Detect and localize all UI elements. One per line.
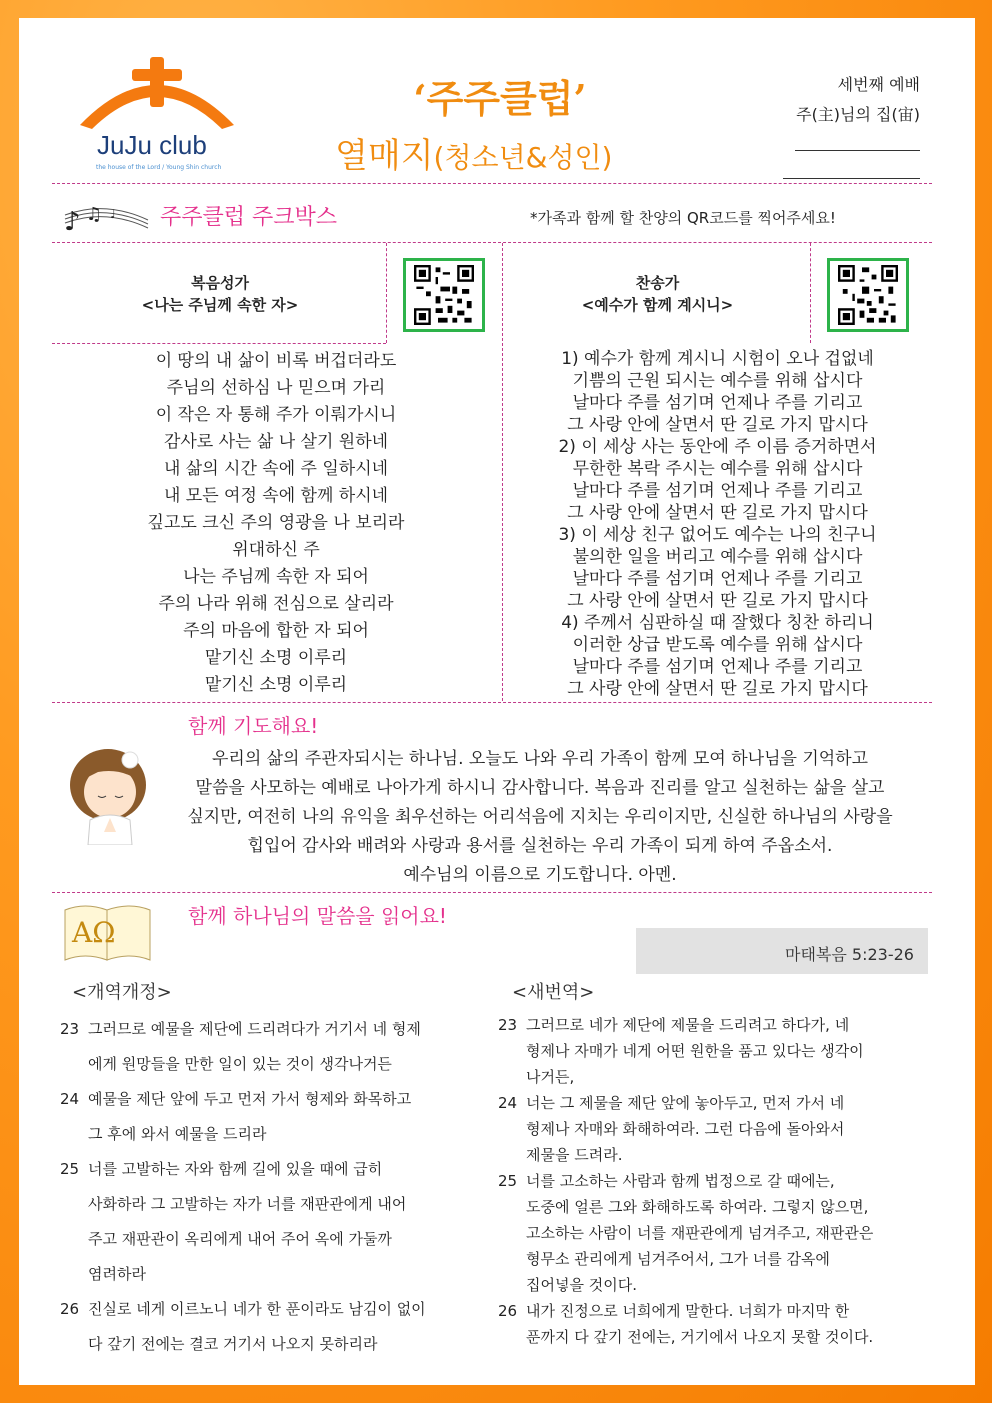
lyric-line: 3) 이 세상 친구 없어도 예수는 나의 친구니 xyxy=(558,525,877,545)
lyric-line: 1) 예수가 함께 계시니 시험이 오나 겁없네 xyxy=(561,349,874,369)
left-song-header xyxy=(60,272,380,316)
prayer-line: 우리의 삶의 주관자되시는 하나님. 오늘도 나와 우리 가족이 함께 모여 하나님을 기억하고 xyxy=(211,749,869,769)
scripture-reference: 마태복음 5:23-26 xyxy=(636,928,928,974)
lyric-line: 2) 이 세상 사는 동안에 주 이름 증거하면서 xyxy=(558,437,877,457)
divider xyxy=(52,702,932,703)
verse-number: 25 xyxy=(498,1172,518,1190)
verse-line: 너를 고발하는 자와 함께 길에 있을 때에 급히 xyxy=(88,1160,383,1178)
qr-pattern-icon xyxy=(834,265,902,325)
verse-text xyxy=(88,1292,485,1362)
lyric-line: 주의 나라 위해 전심으로 살리라 xyxy=(158,594,394,614)
word-title: 함께 하나님의 말씀을 읽어요! xyxy=(188,904,447,928)
verse-number: 25 xyxy=(60,1160,80,1178)
lyric-line: 날마다 주를 섬기며 언제나 주를 기리고 xyxy=(572,569,863,589)
verse xyxy=(498,1168,930,1298)
lyric-line: 날마다 주를 섬기며 언제나 주를 기리고 xyxy=(572,393,863,413)
svg-text:♪: ♪ xyxy=(64,207,81,237)
qr-divider-left xyxy=(386,243,387,343)
verse-text xyxy=(526,1298,930,1350)
krv-heading: <개역개정> xyxy=(72,982,172,1003)
lyric-line: 이러한 상급 받도록 예수를 위해 삽시다 xyxy=(572,635,863,655)
right-qr-code[interactable] xyxy=(827,258,909,332)
verse-line: 내가 진정으로 너희에게 말한다. 너희가 마지막 한 xyxy=(526,1302,850,1320)
verse-number: 24 xyxy=(60,1090,80,1108)
lyric-line: 날마다 주를 섬기며 언제나 주를 기리고 xyxy=(572,657,863,677)
verse-line: 그 후에 와서 예물을 드리라 xyxy=(88,1125,267,1143)
lyric-line: 맡기신 소명 이루리 xyxy=(204,675,348,695)
verse-number: 24 xyxy=(498,1094,518,1112)
verse-text xyxy=(88,1152,485,1292)
verse-line: 형제나 자매와 화해하여라. 그런 다음에 돌아와서 xyxy=(526,1120,845,1138)
verse-line: 그러므로 네가 제단에 제물을 드리려고 하다가, 네 xyxy=(526,1016,850,1034)
verse-line: 사화하라 그 고발하는 자가 너를 재판관에게 내어 xyxy=(88,1195,407,1213)
verse xyxy=(498,1012,930,1090)
verse-line: 제물을 드려라. xyxy=(526,1146,623,1164)
verse-number: 26 xyxy=(498,1302,518,1320)
verse-line: 진실로 네게 이르노니 네가 한 푼이라도 남김이 없이 xyxy=(88,1300,426,1318)
svg-text:♩: ♩ xyxy=(110,207,116,221)
krv-verses xyxy=(60,1012,485,1362)
qr-divider-right xyxy=(810,243,811,343)
lyric-line: 기쁨의 근원 되시는 예수를 위해 삽시다 xyxy=(572,371,863,391)
lyric-line: 4) 주께서 심판하실 때 잘했다 칭찬 하리니 xyxy=(561,613,874,633)
verse-line: 그러므로 예물을 제단에 드리려다가 거기서 네 형제 xyxy=(88,1020,421,1038)
right-song-lyrics xyxy=(505,348,930,700)
nkrv-verses xyxy=(498,1012,930,1350)
logo-subtitle: the house of the Lord / Young Shin church xyxy=(96,164,222,171)
lyric-line: 주의 마음에 합한 자 되어 xyxy=(183,621,369,641)
verse-line: 예물을 제단 앞에 두고 먼저 가서 형제와 화목하고 xyxy=(88,1090,412,1108)
verse-number: 23 xyxy=(498,1016,518,1034)
column-divider xyxy=(502,243,503,701)
music-notes-icon xyxy=(60,190,150,240)
left-song-title: <나는 주님께 속한 자> xyxy=(141,296,299,314)
lyric-line: 무한한 복락 주시는 예수를 위해 삽시다 xyxy=(572,459,863,479)
verse-line: 에게 원망들을 만한 일이 있는 것이 생각나거든 xyxy=(88,1055,392,1073)
right-song-header xyxy=(510,272,805,316)
verse-line: 염려하라 xyxy=(88,1265,146,1283)
lyric-line: 감사로 사는 삶 나 살기 원하네 xyxy=(163,432,389,452)
lyric-line: 주님의 선하심 나 믿으며 가리 xyxy=(166,378,386,398)
alpha-omega-book-icon xyxy=(60,900,155,965)
lyric-line: 불의한 일을 버리고 예수를 위해 삽시다 xyxy=(572,547,863,567)
service-label: 세번째 예배 xyxy=(837,75,920,94)
name-line-1 xyxy=(795,150,920,151)
lyric-line: 그 사랑 안에 살면서 딴 길로 가지 맙시다 xyxy=(567,415,868,435)
qr-pattern-icon xyxy=(410,265,478,325)
verse-line: 도중에 얼른 그와 화해하도록 하여라. 그렇지 않으면, xyxy=(526,1198,869,1216)
jukebox-title: 주주클럽 주크박스 xyxy=(160,205,338,230)
sub-title xyxy=(335,128,675,177)
left-song-type: 복음성가 xyxy=(191,274,249,292)
verse-line: 너는 그 제물을 제단 앞에 놓아두고, 먼저 가서 네 xyxy=(526,1094,845,1112)
main-title: ‘주주클럽’ xyxy=(413,76,587,121)
prayer-line: 예수님의 이름으로 기도합니다. 아멘. xyxy=(403,865,677,885)
right-song-type: 찬송가 xyxy=(635,274,680,292)
lyric-line: 내 삶의 시간 속에 주 일하시네 xyxy=(163,459,389,479)
verse-text xyxy=(526,1012,930,1090)
lyric-line: 그 사랑 안에 살면서 딴 길로 가지 맙시다 xyxy=(567,679,868,699)
verse-line: 주고 재판관이 옥리에게 내어 주어 옥에 가둘까 xyxy=(88,1230,392,1248)
verse-line: 나거든, xyxy=(526,1068,575,1086)
service-info xyxy=(770,70,930,130)
prayer-line: 말씀을 사모하는 예배로 나아가게 하시니 감사합니다. 복음과 진리를 알고 실천하는 삶을 살고 xyxy=(195,778,885,798)
lyric-line: 날마다 주를 섬기며 언제나 주를 기리고 xyxy=(572,481,863,501)
nkrv-heading: <새번역> xyxy=(512,982,595,1003)
lyric-line: 맡기신 소명 이루리 xyxy=(204,648,348,668)
ao-text: AΩ xyxy=(72,916,116,949)
prayer-line: 힙입어 감사와 배려와 사랑과 용서를 실천하는 우리 가족이 되게 하여 주옵소서. xyxy=(247,836,833,856)
lyric-line: 나는 주님께 속한 자 되어 xyxy=(183,567,369,587)
verse xyxy=(60,1292,485,1362)
prayer-text xyxy=(160,745,920,890)
name-line-2 xyxy=(783,178,920,179)
lyric-line: 이 땅의 내 삶이 비록 버겁더라도 xyxy=(155,351,397,371)
verse-line: 고소하는 사람이 너를 재판관에게 넘겨주고, 재판관은 xyxy=(526,1224,874,1242)
left-qr-code[interactable] xyxy=(403,258,485,332)
verse-text xyxy=(88,1012,485,1082)
verse xyxy=(60,1012,485,1082)
verse-number: 26 xyxy=(60,1300,80,1318)
verse xyxy=(60,1152,485,1292)
divider xyxy=(52,242,932,243)
lyric-line: 그 사랑 안에 살면서 딴 길로 가지 맙시다 xyxy=(567,503,868,523)
verse xyxy=(60,1082,485,1152)
lyric-line: 이 작은 자 통해 주가 이뤄가시니 xyxy=(155,405,397,425)
verse-line: 형제나 자매가 네게 어떤 원한을 품고 있다는 생각이 xyxy=(526,1042,864,1060)
svg-text:♫: ♫ xyxy=(86,204,103,225)
prayer-title: 함께 기도해요! xyxy=(188,714,319,738)
divider xyxy=(52,892,932,893)
song-header-divider xyxy=(52,343,386,344)
right-song-title: <예수가 함께 계시니> xyxy=(581,296,734,314)
verse-line: 집어넣을 것이다. xyxy=(526,1276,637,1294)
lyric-line: 깊고도 크신 주의 영광을 나 보리라 xyxy=(147,513,405,533)
verse-line: 너를 고소하는 사람과 함께 법정으로 갈 때에는, xyxy=(526,1172,835,1190)
lyric-line: 위대하신 주 xyxy=(232,540,320,560)
verse-text xyxy=(526,1168,930,1298)
praying-girl-icon xyxy=(60,740,155,845)
lyric-line: 내 모든 여정 속에 함께 하시네 xyxy=(163,486,389,506)
verse-line: 푼까지 다 갚기 전에는, 거기에서 나오지 못할 것이다. xyxy=(526,1328,874,1346)
verse-text xyxy=(526,1090,930,1168)
verse-line: 다 갚기 전에는 결코 거기서 나오지 못하리라 xyxy=(88,1335,378,1353)
verse-text xyxy=(88,1082,485,1152)
prayer-line: 싶지만, 여전히 나의 유익을 최우선하는 어리석음에 지치는 우리이지만, 신실한 하나님의 사랑을 xyxy=(187,807,893,827)
verse-line: 형무소 관리에게 넘겨주어서, 그가 너를 감옥에 xyxy=(526,1250,830,1268)
qr-note: *가족과 함께 할 찬양의 QR코드를 찍어주세요! xyxy=(530,209,836,227)
divider xyxy=(52,183,932,184)
logo-text: JuJu club xyxy=(97,130,207,160)
verse xyxy=(498,1090,930,1168)
verse xyxy=(498,1298,930,1350)
house-label: 주(主)님의 집(宙) xyxy=(796,105,920,124)
left-song-lyrics xyxy=(55,348,497,699)
sub-title-main: 열매지 xyxy=(335,136,434,176)
sub-title-audience: (청소년&성인) xyxy=(433,141,613,174)
lyric-line: 그 사랑 안에 살면서 딴 길로 가지 맙시다 xyxy=(567,591,868,611)
verse-number: 23 xyxy=(60,1020,80,1038)
